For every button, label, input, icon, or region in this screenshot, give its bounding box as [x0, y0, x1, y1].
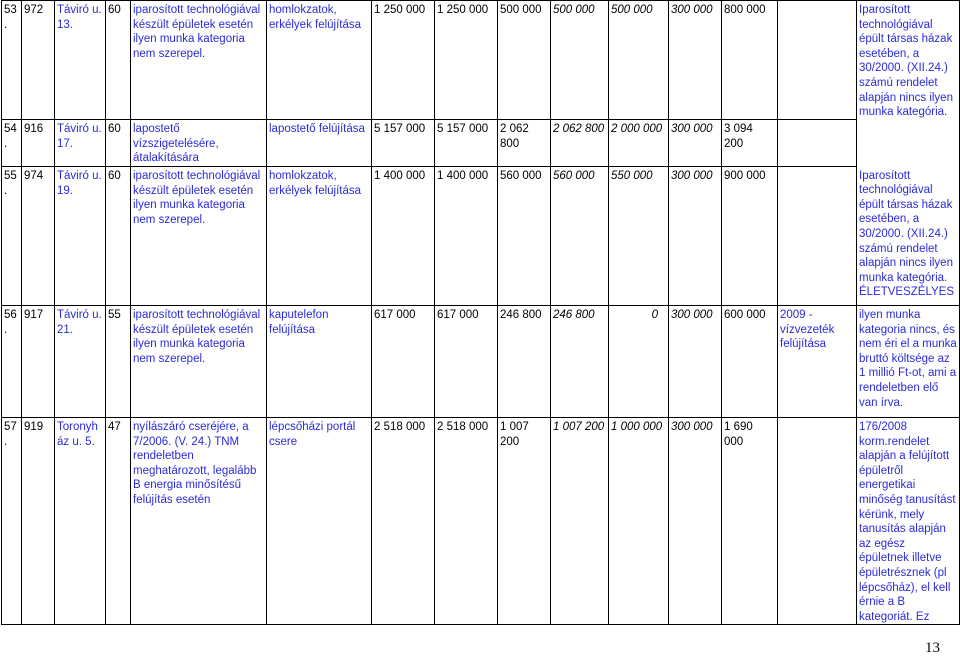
table-row [2, 418, 960, 625]
table-row [2, 306, 960, 418]
value-5: 0 [609, 306, 669, 418]
value-6: 300 000 [669, 120, 722, 167]
work-type: lapostető vízszigetelésére, átalakítására [131, 120, 267, 167]
flat-count: 47 [106, 418, 131, 625]
value-4: 246 800 [551, 306, 609, 418]
note: Iparosított technológiával épült társas házak esetében, a 30/2000. (XII.24.) számú rendelet alapján nincs ilyen munka kategória. ÉLETVESZÉLYES [857, 167, 960, 306]
value-6: 300 000 [669, 1, 722, 120]
previous-work: 2009 - vízvezeték felújítása [778, 306, 857, 418]
previous-work [778, 167, 857, 306]
subsidy-table [1, 0, 960, 625]
lot-number: 972 [22, 1, 55, 120]
value-5: 550 000 [609, 167, 669, 306]
previous-work [778, 418, 857, 625]
work-type: iparosított technológiával készült épületek esetén ilyen munka kategoria nem szerepel. [131, 306, 267, 418]
address: Táviró u. 17. [55, 120, 106, 167]
address: Táviró u. 13. [55, 1, 106, 120]
work-type: iparosított technológiával készült épületek esetén ilyen munka kategoria nem szerepel. [131, 1, 267, 120]
row-number: 53. [2, 1, 22, 120]
value-5: 2 000 000 [609, 120, 669, 167]
address: Táviró u. 21. [55, 306, 106, 418]
row-number: 57. [2, 418, 22, 625]
table-row [2, 167, 960, 306]
value-2: 617 000 [435, 306, 498, 418]
flat-count: 60 [106, 167, 131, 306]
value-4: 2 062 800 [551, 120, 609, 167]
value-7: 800 000 [722, 1, 778, 120]
note [857, 120, 960, 167]
value-5: 1 000 000 [609, 418, 669, 625]
value-6: 300 000 [669, 306, 722, 418]
value-7: 1 690 000 [722, 418, 778, 625]
value-2: 1 400 000 [435, 167, 498, 306]
previous-work [778, 1, 857, 120]
work-description: kaputelefon felújítása [267, 306, 372, 418]
value-3: 246 800 [498, 306, 551, 418]
value-7: 900 000 [722, 167, 778, 306]
value-7: 3 094 200 [722, 120, 778, 167]
note: ilyen munka kategoria nincs, és nem éri el a munka bruttó költsége az 1 millió Ft-ot, ami a rendeletben elő van írva. [857, 306, 960, 418]
flat-count: 60 [106, 1, 131, 120]
previous-work [778, 120, 857, 167]
table-row [2, 1, 960, 120]
value-6: 300 000 [669, 418, 722, 625]
value-2: 1 250 000 [435, 1, 498, 120]
value-4: 560 000 [551, 167, 609, 306]
value-3: 1 007 200 [498, 418, 551, 625]
value-6: 300 000 [669, 167, 722, 306]
value-1: 1 250 000 [372, 1, 435, 120]
value-2: 2 518 000 [435, 418, 498, 625]
work-type: iparosított technológiával készült épületek esetén ilyen munka kategoria nem szerepel. [131, 167, 267, 306]
lot-number: 919 [22, 418, 55, 625]
value-1: 2 518 000 [372, 418, 435, 625]
flat-count: 60 [106, 120, 131, 167]
value-1: 617 000 [372, 306, 435, 418]
row-number: 54. [2, 120, 22, 167]
value-1: 1 400 000 [372, 167, 435, 306]
work-description: homlokzatok, erkélyek felújítása [267, 167, 372, 306]
work-description: lapostető felújítása [267, 120, 372, 167]
work-description: lépcsőházi portál csere [267, 418, 372, 625]
lot-number: 917 [22, 306, 55, 418]
table-row [2, 120, 960, 167]
row-number: 55. [2, 167, 22, 306]
lot-number: 974 [22, 167, 55, 306]
value-5: 500 000 [609, 1, 669, 120]
work-description: homlokzatok, erkélyek felújítása [267, 1, 372, 120]
value-2: 5 157 000 [435, 120, 498, 167]
note: 176/2008 korm.rendelet alapján a felújított épületről energetikai minőség tanusítást kérünk, mely tanusítás alapján az egész épületnek illetve épületrésznek (pl lépcsőház), el kell érnie a B kategoriát. Ez [857, 418, 960, 625]
value-1: 5 157 000 [372, 120, 435, 167]
value-4: 500 000 [551, 1, 609, 120]
note: Iparosított technológiával épült társas házak esetében, a 30/2000. (XII.24.) számú rendelet alapján nincs ilyen munka kategória. [857, 1, 960, 120]
address: Toronyház u. 5. [55, 418, 106, 625]
lot-number: 916 [22, 120, 55, 167]
value-3: 2 062 800 [498, 120, 551, 167]
work-type: nyílászáró cseréjére, a 7/2006. (V. 24.) TNM rendeletben meghatározott, legalább B energia minősítésű felújítás esetén [131, 418, 267, 625]
value-4: 1 007 200 [551, 418, 609, 625]
page-number: 13 [925, 640, 940, 656]
row-number: 56. [2, 306, 22, 418]
value-7: 600 000 [722, 306, 778, 418]
flat-count: 55 [106, 306, 131, 418]
value-3: 500 000 [498, 1, 551, 120]
address: Táviró u. 19. [55, 167, 106, 306]
value-3: 560 000 [498, 167, 551, 306]
